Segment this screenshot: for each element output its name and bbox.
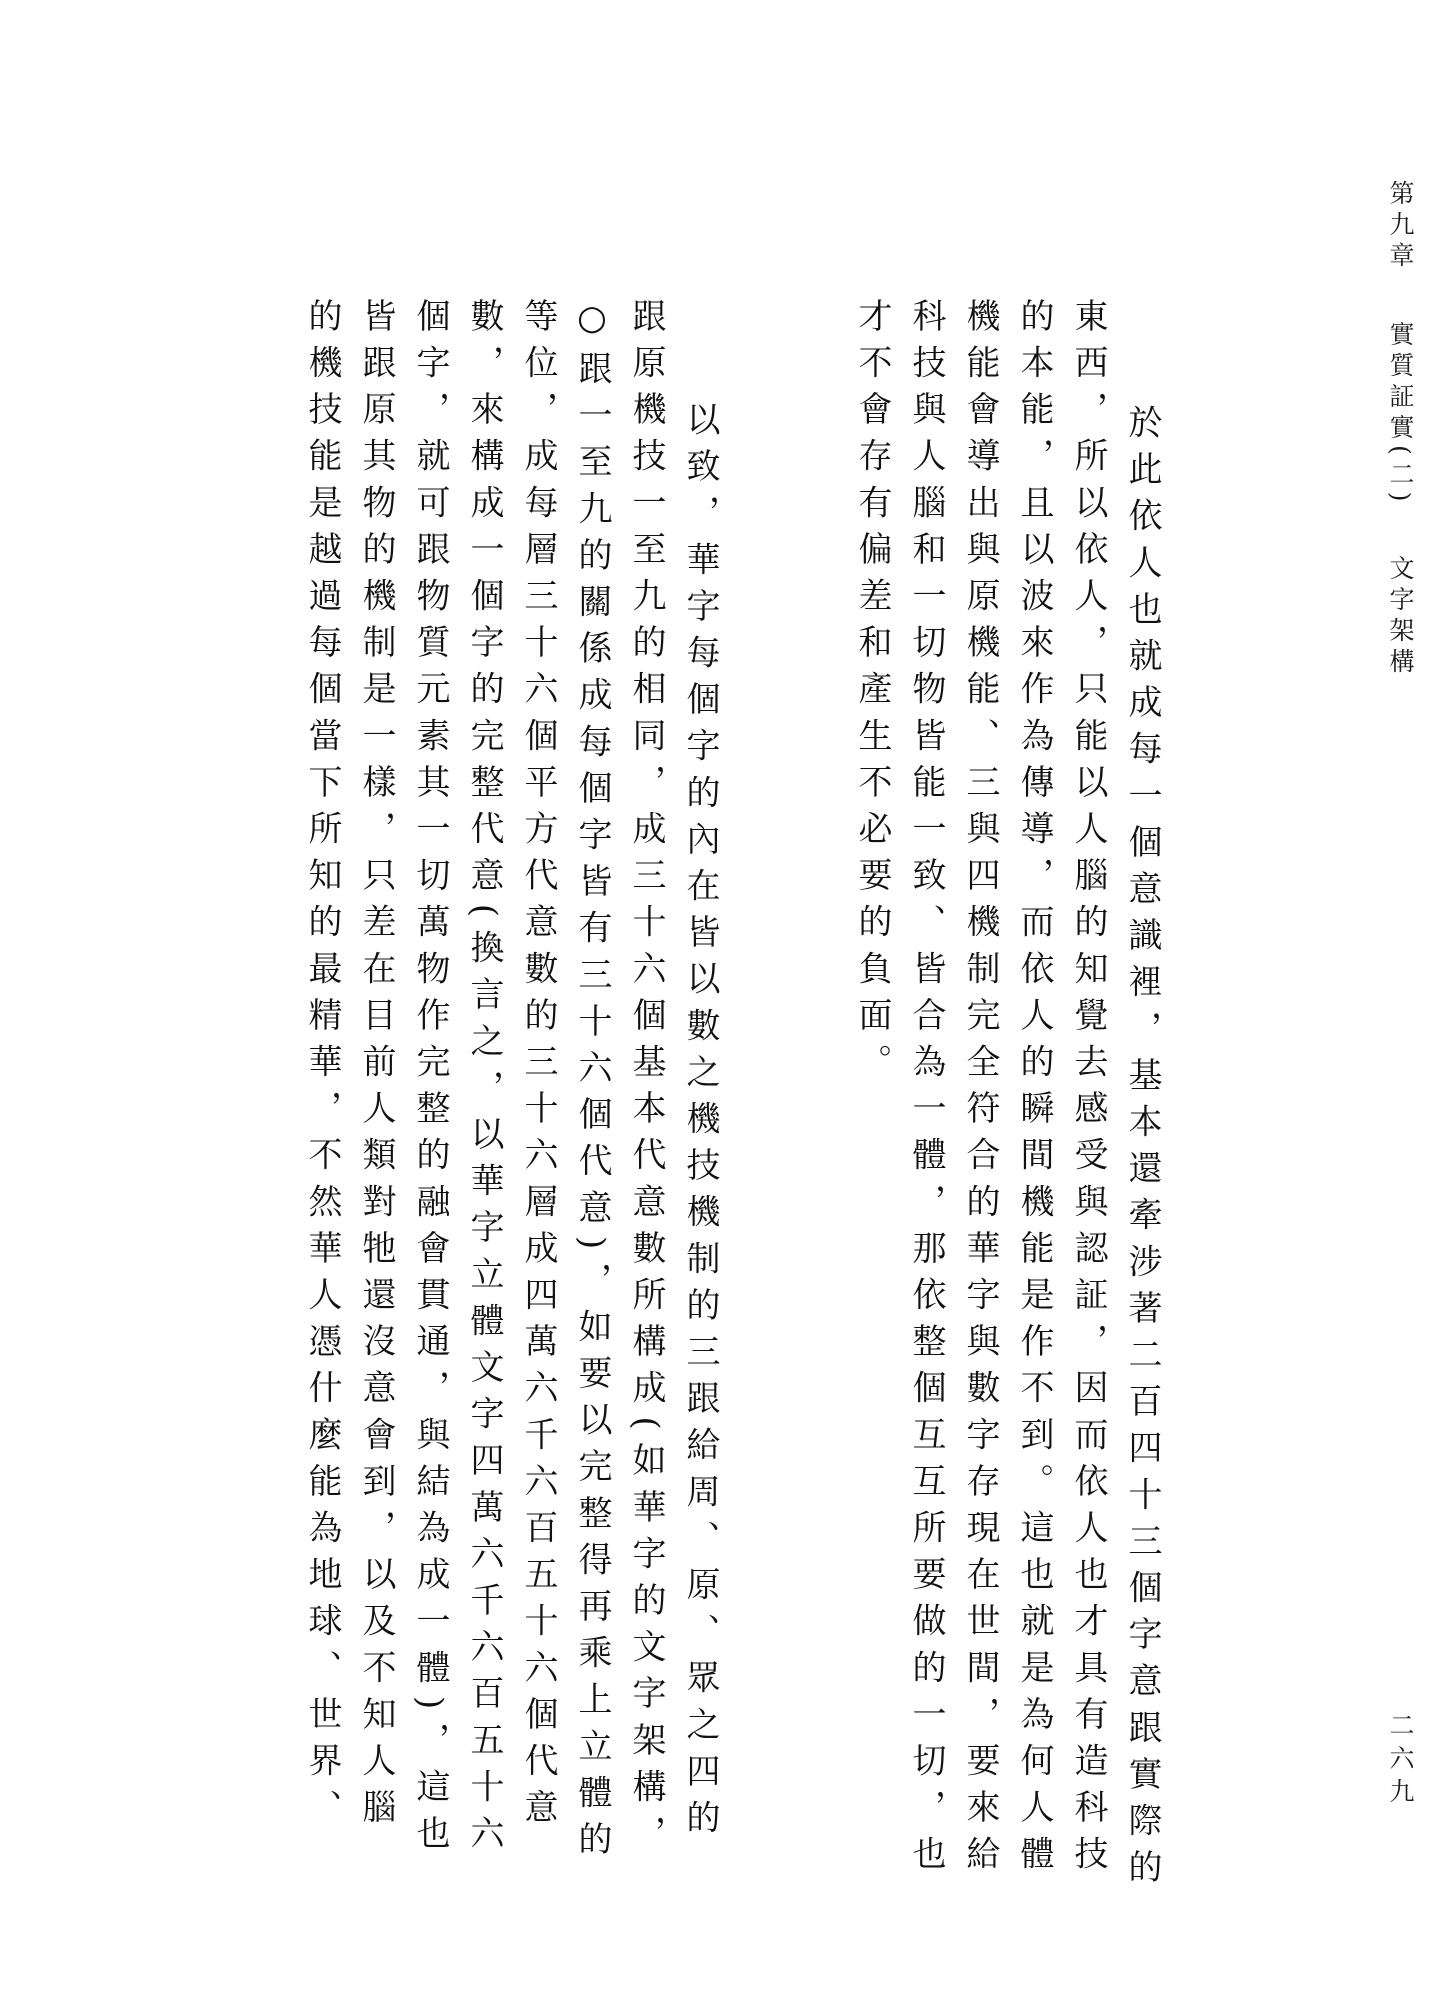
text-column: 皆跟原其物的機制是一樣，只差在目前人類對牠還沒意會到，以及不知人腦 bbox=[356, 298, 396, 1836]
text-column: 科技與人腦和一切物皆能一致、皆合為一體，那依整個互互所要做的一切，也 bbox=[906, 298, 946, 1883]
text-column: 等位，成每層三十六個平方代意數的三十六層成四萬六千六百五十六個代意 bbox=[518, 298, 558, 1836]
section-title: 文字架構 bbox=[1386, 555, 1415, 680]
page-number: 二六九 bbox=[1386, 1712, 1415, 1811]
text-column: 的機技能是越過每個當下所知的最精華，不然華人憑什麼能為地球、世界、 bbox=[302, 298, 342, 1836]
text-column: 才不會存有偏差和產生不必要的負面。 bbox=[852, 298, 892, 1091]
text-column: 於此依人也就成每一個意識裡，基本還牽涉著二百四十三個字意跟實際的 bbox=[1122, 358, 1162, 1896]
text-column: 東西，所以依人，只能以人腦的知覺去感受與認証，因而依人也才具有造科技 bbox=[1068, 298, 1108, 1883]
text-column: 個字，就可跟物質元素其一切萬物作完整的融會貫通，與結為成一體)，這也 bbox=[410, 298, 450, 1862]
text-column: 機能會導出與原機能、三與四機制完全符合的華字與數字存現在世間，要來給 bbox=[960, 298, 1000, 1883]
text-column: 跟原機技一至九的相同，成三十六個基本代意數所構成(如華字的文字架構， bbox=[626, 298, 666, 1862]
book-title: 實質証實(二) bbox=[1386, 320, 1415, 508]
text-column: ○跟一至九的關係成每個字皆有三十六個代意)，如要以完整得再乘上立體的 bbox=[572, 298, 612, 1868]
text-column: 以致，華字每個字的內在皆以數之機技機制的三跟給周、原、眾之四的 bbox=[680, 355, 720, 1847]
chapter-label: 第九章 bbox=[1386, 180, 1415, 273]
text-column: 的本能，且以波來作為傳導，而依人的瞬間機能是作不到。這也就是為何人體 bbox=[1014, 298, 1054, 1883]
running-header bbox=[1385, 180, 1415, 679]
text-column: 數，來構成一個字的完整代意(換言之，以華字立體文字四萬六千六百五十六 bbox=[464, 298, 504, 1862]
